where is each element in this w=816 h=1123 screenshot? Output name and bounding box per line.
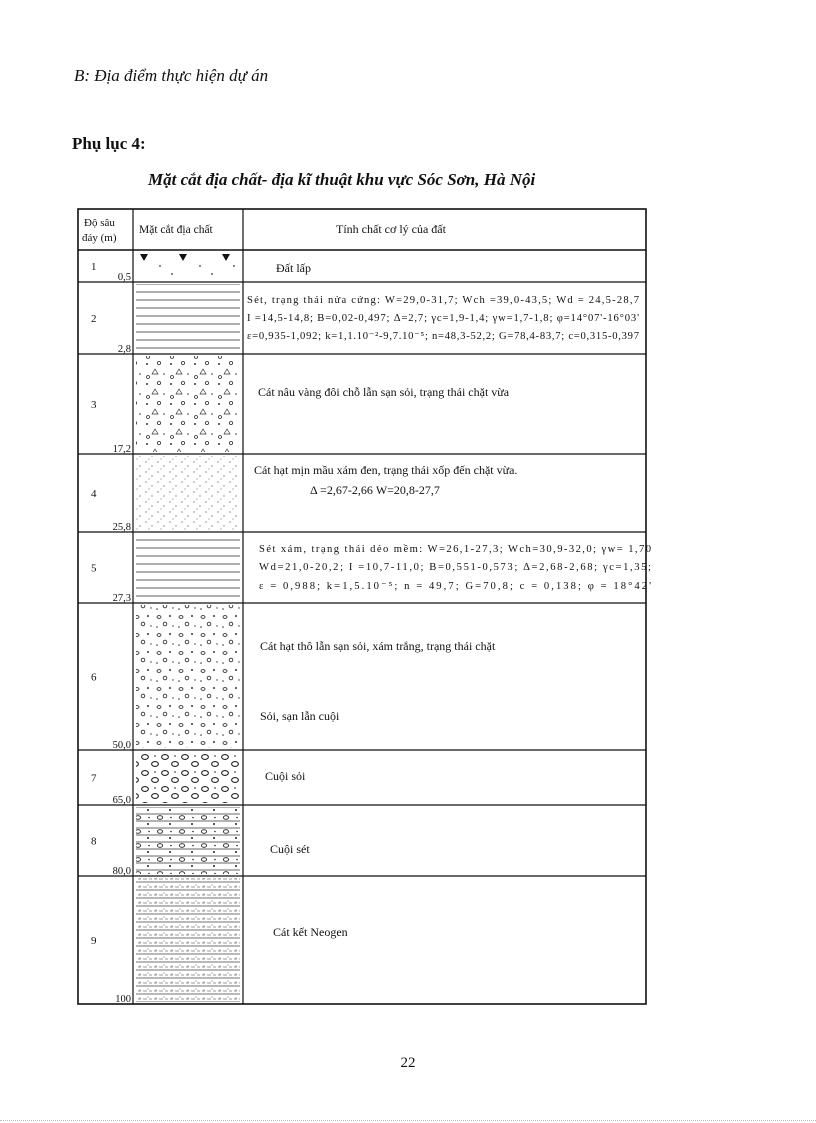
- layer-number: 5: [91, 562, 97, 575]
- layer-description-line: Cát hạt mịn mầu xám đen, trạng thái xốp đến chặt vừa.: [254, 463, 518, 477]
- layer-depth: 50,0: [112, 740, 131, 751]
- layer-pattern: [136, 752, 240, 803]
- layer-depth: 80,0: [112, 866, 131, 877]
- page-number: 22: [400, 1055, 416, 1071]
- layer-description-line: Cuội sét: [270, 842, 310, 856]
- layer-pattern: [136, 605, 240, 748]
- layer-number: 4: [91, 488, 97, 500]
- layer-pattern: [136, 534, 240, 601]
- fill-dot-mark: [199, 265, 201, 267]
- header-properties: Tính chất cơ lý của đất: [336, 222, 446, 236]
- layer-description-line: Wd=21,0-20,2; I =10,7-11,0; B=0,551-0,573; Δ=2,68-2,68; γc=1,35;: [259, 562, 652, 573]
- layer-number: 9: [91, 935, 97, 947]
- fill-triangle-mark: [179, 254, 187, 261]
- appendix-label: Phụ lục 4:: [72, 134, 146, 153]
- layer-pattern: [136, 284, 240, 352]
- layer-number: 1: [91, 261, 97, 273]
- layer-description-line: Δ =2,67-2,66 W=20,8-27,7: [310, 483, 440, 497]
- layer-description-line: Cuội sỏi: [265, 769, 306, 783]
- fill-dot-mark: [171, 273, 173, 275]
- layer-depth: 25,8: [112, 522, 131, 533]
- layer-description-line: Sét xám, trạng thái dẻo mềm: W=26,1-27,3; Wch=30,9-32,0; γw= 1,70: [259, 544, 651, 555]
- layer-description-line: I =14,5-14,8; B=0,02-0,497; Δ=2,7; γc=1,9-1,4; γw=1,7-1,8; φ=14°07'-16°03': [247, 313, 639, 324]
- header-column: Mặt cắt địa chất: [139, 224, 213, 236]
- layer-number: 2: [91, 313, 97, 325]
- layer-depth: 0,5: [117, 272, 131, 283]
- header-depth-line1: Độ sâu: [84, 217, 115, 229]
- layer-description-line: Cát nâu vàng đôi chỗ lẫn sạn sỏi, trạng thái chặt vừa: [258, 385, 510, 399]
- layer-number: 8: [91, 835, 97, 848]
- layer-depth: 27,3: [112, 593, 131, 604]
- header-depth-line2: đáy (m): [82, 232, 117, 244]
- fill-dot-mark: [159, 265, 161, 267]
- fill-dot-mark: [211, 273, 213, 275]
- layer-depth: 100: [115, 994, 131, 1005]
- layer-description-line: Cát kết Neogen: [273, 925, 348, 939]
- fill-dot-mark: [233, 265, 235, 267]
- layer-description-line: Đất lấp: [276, 261, 311, 275]
- document-title: Mặt cắt địa chất- địa kĩ thuật khu vực Sóc Sơn, Hà Nội: [148, 170, 536, 189]
- layer-depth: 17,2: [112, 444, 131, 455]
- layer-description-line: ε=0,935-1,092; k=1,1.10⁻²-9,7.10⁻⁵; n=48,3-52,2; G=78,4-83,7; c=0,315-0,397: [247, 331, 639, 342]
- layer-number: 3: [91, 399, 97, 411]
- page-bottom-rule: [0, 1120, 816, 1121]
- layer-pattern: [136, 878, 240, 1002]
- layer-number: 6: [91, 671, 97, 684]
- header-line: B: Địa điểm thực hiện dự án: [74, 66, 269, 85]
- fill-triangle-mark: [140, 254, 148, 261]
- layer-number: 7: [91, 772, 97, 785]
- layer-depth: 65,0: [112, 795, 131, 806]
- fill-triangle-mark: [222, 254, 230, 261]
- layer-description-line: ε = 0,988; k=1,5.10⁻⁵; n = 49,7; G=70,8; c = 0,138; φ = 18°42': [259, 581, 651, 592]
- layer-depth: 2,8: [117, 344, 131, 355]
- layer-description-line: Sét, trạng thái nửa cứng: W=29,0-31,7; Wch =39,0-43,5; Wd = 24,5-28,7: [247, 295, 639, 306]
- layer-pattern: [136, 807, 240, 874]
- layer-pattern: [136, 456, 240, 530]
- layer-pattern: [136, 356, 240, 452]
- layer-description-line: Sỏi, sạn lẫn cuội: [260, 709, 340, 723]
- layer-description-line: Cát hạt thô lẫn sạn sỏi, xám trắng, trạng thái chặt: [260, 639, 496, 653]
